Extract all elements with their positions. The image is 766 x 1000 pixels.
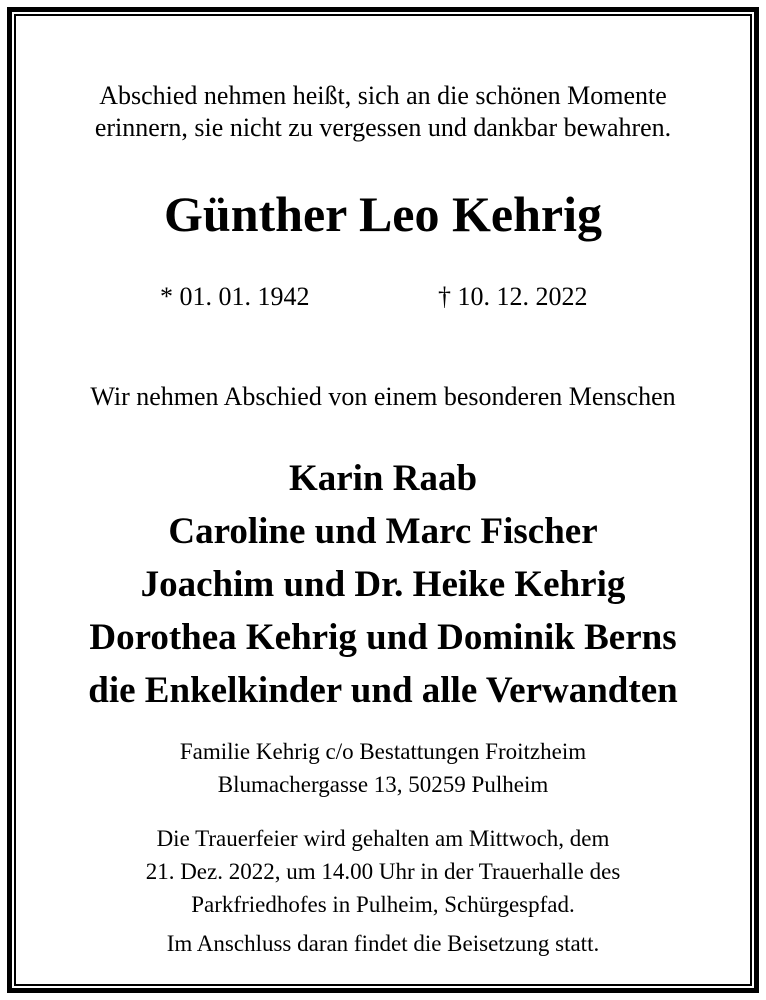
mourner-name: Joachim und Dr. Heike Kehrig — [140, 564, 626, 605]
mourner-name: die Enkelkinder und alle Verwandten — [88, 670, 678, 711]
mourners-list — [0, 452, 766, 717]
farewell-line: Wir nehmen Abschied von einem besonderen Menschen — [90, 382, 676, 411]
mourner-name: Karin Raab — [288, 458, 478, 499]
contact-address — [0, 735, 766, 801]
deceased-name: Günther Leo Kehrig — [164, 186, 602, 242]
service-line: Die Trauerfeier wird gehalten am Mittwoch, dem — [156, 826, 610, 851]
service-line: Parkfriedhofes in Pulheim, Schürgespfad. — [191, 892, 575, 917]
address-line: Familie Kehrig c/o Bestattungen Froitzheim — [179, 739, 587, 764]
burial-note: Im Anschluss daran findet die Beisetzung statt. — [166, 931, 600, 956]
mourner-name: Dorothea Kehrig und Dominik Berns — [89, 617, 677, 658]
opening-quote — [0, 80, 766, 144]
address-line: Blumachergasse 13, 50259 Pulheim — [217, 772, 549, 797]
service-line: 21. Dez. 2022, um 14.00 Uhr in der Trauerhalle des — [145, 859, 621, 884]
quote-line: erinnern, sie nicht zu vergessen und dankbar bewahren. — [94, 113, 672, 142]
funeral-service-info — [0, 822, 766, 921]
mourner-name: Caroline und Marc Fischer — [168, 511, 598, 552]
birth-date: * 01. 01. 1942 — [160, 282, 310, 311]
death-date: † 10. 12. 2022 — [438, 282, 588, 311]
quote-line: Abschied nehmen heißt, sich an die schönen Momente — [99, 81, 667, 110]
